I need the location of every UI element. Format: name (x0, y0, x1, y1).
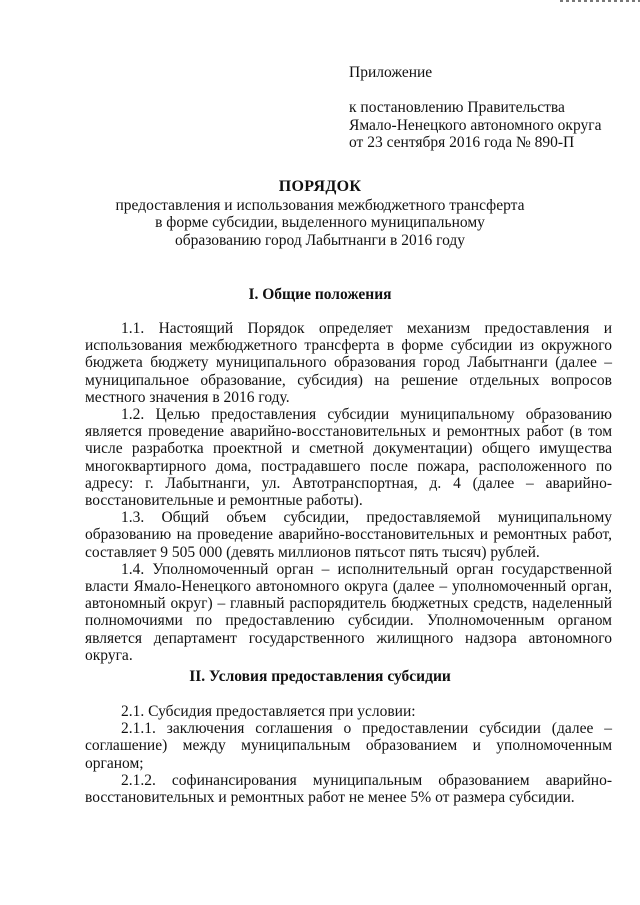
section-conditions-body (85, 703, 612, 806)
appendix-title: Приложение (349, 64, 433, 81)
section-heading-general: I. Общие положения (248, 286, 392, 303)
document-title: ПОРЯДОК (278, 178, 362, 195)
paragraph-1-4: 1.4. Уполномоченный орган – исполнительный орган государственной власти Ямало-Ненецкого автономного округа (далее – уполномоченный орган, автономный округ) – главный распорядитель бюджетных средств, наделенный полномочиями по предоставлению субсидии. Уполномоченным органом является департамент государственного жилищного надзора автономного округа. (85, 560, 612, 664)
paragraph-2-1-2: 2.1.2. софинансирования муниципальным образованием аварийно-восстановительных и ремонтных работ не менее 5% от размера субсидии. (85, 771, 612, 807)
document-title-block (40, 178, 600, 249)
document-subtitle-line-3: образованию город Лабытнанги в 2016 году (174, 231, 466, 249)
paragraph-2-1: 2.1. Субсидия предоставляется при условии: (121, 703, 416, 720)
appendix-header (349, 64, 609, 152)
paragraph-1-3: 1.3. Общий объем субсидии, предоставляемой муниципальному образованию на проведение аварийно-восстановительных и ремонтных работ, составляет 9 505 000 (девять миллионов пятьсот пять тысяч) рублей. (85, 509, 612, 561)
document-subtitle-line-2: в форме субсидии, выделенного муниципальному (155, 214, 485, 232)
paragraph-2-1-1: 2.1.1. заключения соглашения о предоставлении субсидии (далее – соглашение) между муниципальным образованием и уполномоченным органом; (85, 720, 612, 772)
section-heading-conditions: II. Условия предоставления субсидии (189, 668, 451, 685)
paragraph-1-1: 1.1. Настоящий Порядок определяет механизм предоставления и использования межбюджетного трансферта в форме субсидии из окружного бюджета бюджету муниципального образования город Лабытнанги (далее – муниципальное образование, субсидия) на решение отдельных вопросов местного значения в 2016 году. (85, 320, 612, 406)
appendix-line-3: от 23 сентября 2016 года № 890-П (349, 134, 575, 152)
scan-edge-mark (560, 0, 640, 2)
paragraph-1-2: 1.2. Целью предоставления субсидии муниципальному образованию является проведение аварийно-восстановительных и ремонтных работ (в том числе разработка проектной и сметной документации) общего имущества многоквартирного дома, пострадавшего после пожара, расположенного по адресу: г. Лабытнанги, ул. Автотранспортная, д. 4 (далее – аварийно-восстановительные и ремонтные работы). (85, 406, 612, 510)
section-general-body (85, 320, 612, 664)
appendix-line-2: Ямало-Ненецкого автономного округа (349, 116, 602, 134)
document-subtitle-line-1: предоставления и использования межбюджетного трансферта (115, 197, 525, 215)
appendix-line-1: к постановлению Правительства (349, 99, 565, 117)
